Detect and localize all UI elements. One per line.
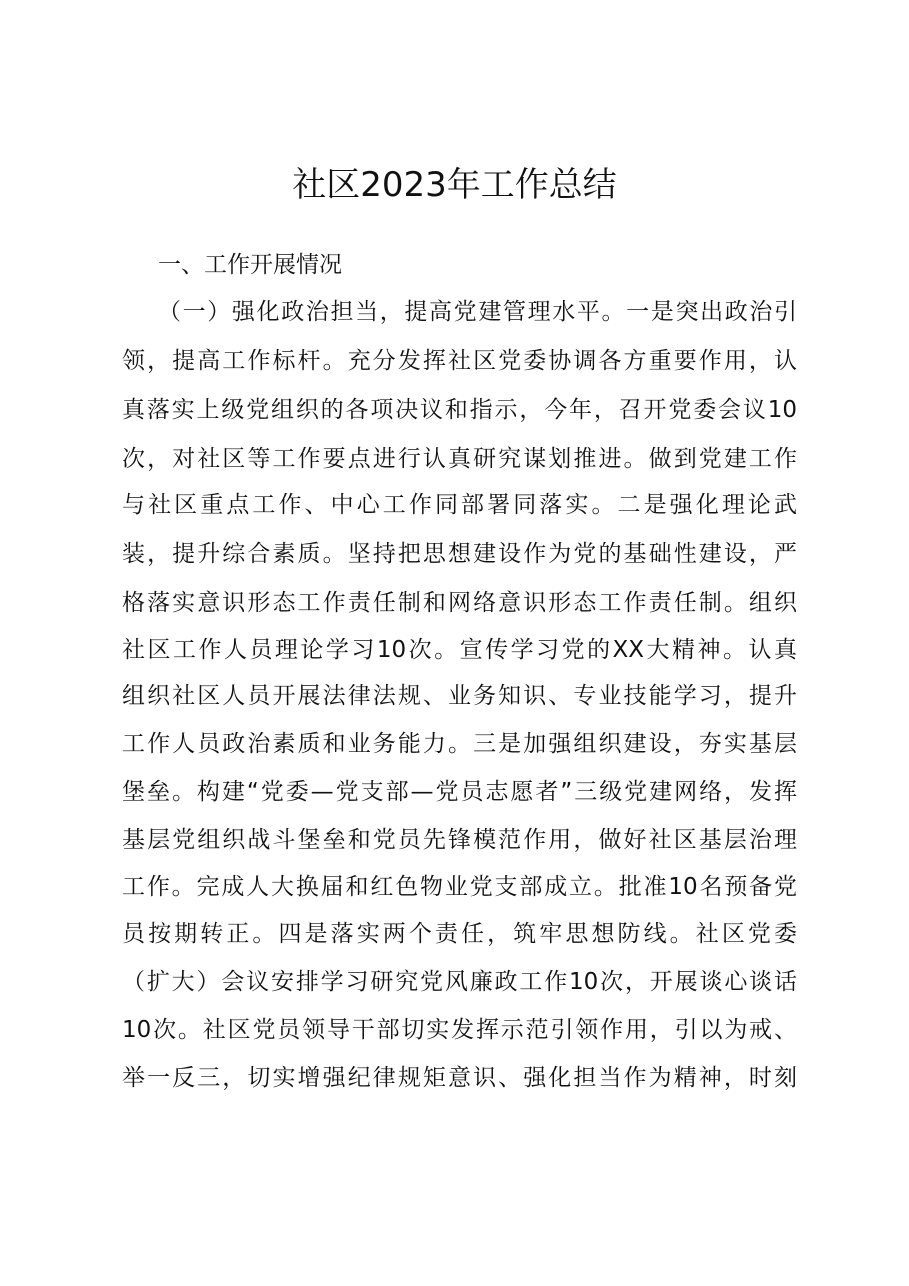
text-line: 举一反三，切实增强纪律规矩意识、强化担当作为精神，时刻 bbox=[122, 1065, 797, 1091]
text-line: 工作人员政治素质和业务能力。三是加强组织建设，夯实基层 bbox=[122, 731, 797, 757]
text-line: 10次。社区党员领导干部切实发挥示范引领作用，引以为戒、 bbox=[122, 1017, 797, 1043]
text-line: （扩大）会议安排学习研究党风廉政工作10次，开展谈心谈话 bbox=[122, 969, 797, 995]
text-line: 格落实意识形态工作责任制和网络意识形态工作责任制。组织 bbox=[122, 590, 797, 616]
text-line: 次，对社区等工作要点进行认真研究谋划推进。做到党建工作 bbox=[122, 446, 797, 472]
text-line: 基层党组织战斗堡垒和党员先锋模范作用，做好社区基层治理 bbox=[122, 827, 797, 853]
text-line: 堡垒。构建“党委—党支部—党员志愿者”三级党建网络，发挥 bbox=[122, 779, 797, 805]
text-line: 真落实上级党组织的各项决议和指示，今年，召开党委会议10 bbox=[122, 397, 797, 423]
document-title: 社区2023年工作总结 bbox=[292, 165, 617, 205]
text-line: 与社区重点工作、中心工作同部署同落实。二是强化理论武 bbox=[122, 492, 797, 518]
section-heading: 一、工作开展情况 bbox=[158, 252, 342, 278]
text-line: （一）强化政治担当，提高党建管理水平。一是突出政治引 bbox=[158, 299, 797, 325]
text-line: 组织社区人员开展法律法规、业务知识、专业技能学习，提升 bbox=[122, 683, 797, 709]
text-line: 工作。完成人大换届和红色物业党支部成立。批准10名预备党 bbox=[122, 874, 797, 900]
text-line: 领，提高工作标杆。充分发挥社区党委协调各方重要作用，认 bbox=[122, 348, 797, 374]
text-line: 社区工作人员理论学习10次。宣传学习党的XX大精神。认真 bbox=[122, 637, 797, 663]
text-line: 员按期转正。四是落实两个责任，筑牢思想防线。社区党委 bbox=[122, 921, 797, 947]
text-line: 装，提升综合素质。坚持把思想建设作为党的基础性建设，严 bbox=[122, 541, 797, 567]
